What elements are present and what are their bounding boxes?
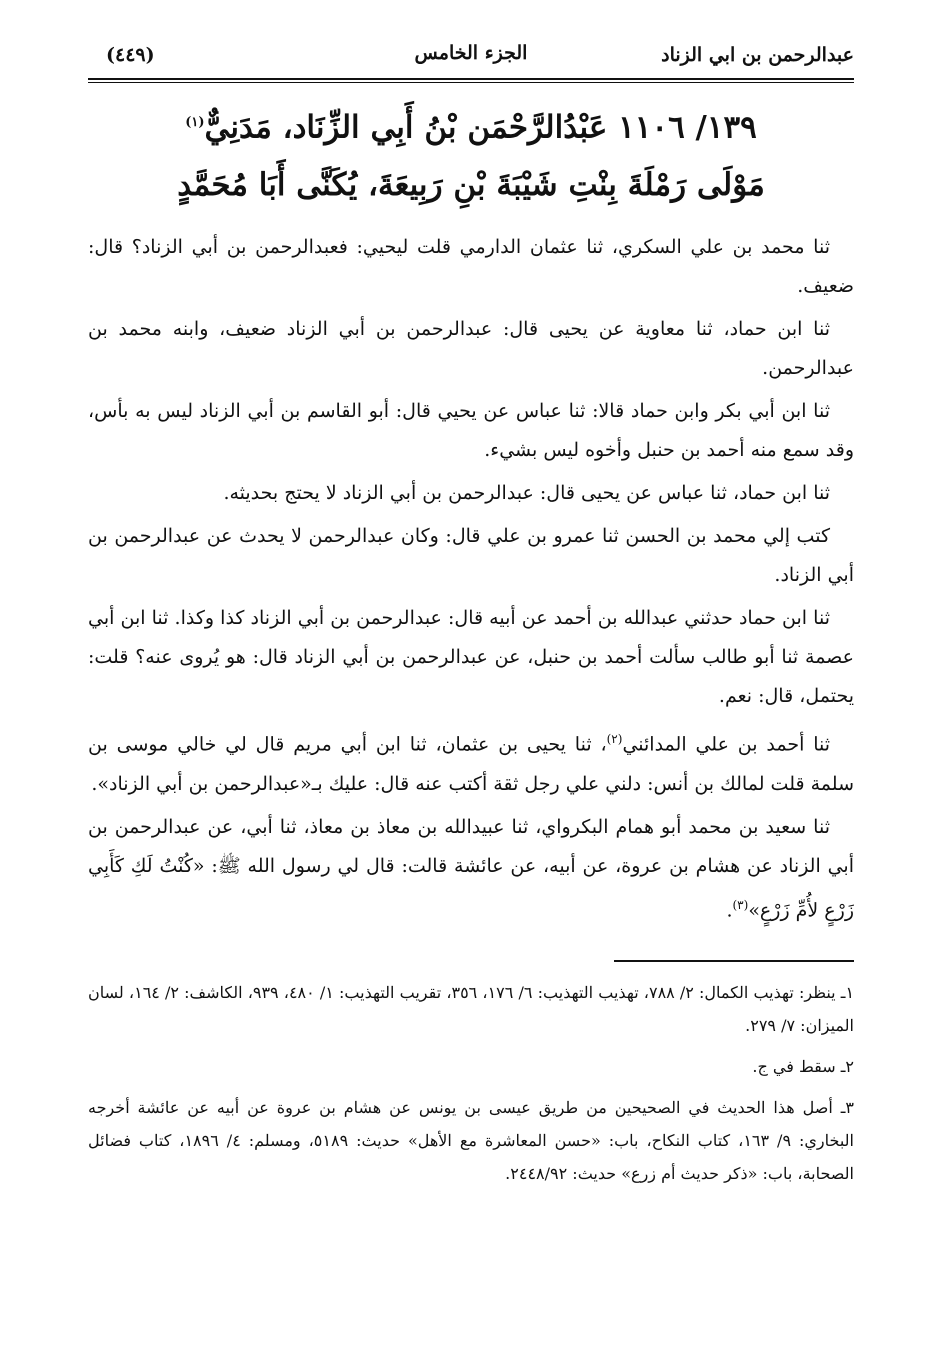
entry-body (88, 228, 854, 930)
paragraph (88, 720, 854, 803)
page-header (88, 38, 854, 82)
paragraph: كتب إلي محمد بن الحسن ثنا عمرو بن علي قال: وكان عبدالرحمن لا يحدث عن عبدالرحمن بن أبي الزناد. (88, 525, 854, 587)
footnote: ٢ـ سقط في ج. (752, 1056, 854, 1076)
running-title: عبدالرحمن بن ابي الزناد (661, 44, 854, 66)
footnotes (88, 976, 854, 1190)
entry-title (88, 94, 854, 214)
entry-title-line-1 (88, 94, 854, 156)
paragraph: ثنا ابن حماد، ثنا عباس عن يحيى قال: عبدالرحمن بن أبي الزناد لا يحتج بحديثه. (223, 482, 830, 505)
footnote-ref: (٢) (606, 732, 623, 747)
paragraph-text: ثنا أحمد بن علي المدائني (622, 733, 831, 756)
book-page (88, 38, 854, 1198)
footnote: ١ـ ينظر: تهذيب الكمال: ٢/ ٧٨٨، تهذيب التهذيب: ٦/ ١٧٦، ٣٥٦، تقريب التهذيب: ١/ ٤٨٠، ٩٣٩، الكاشف: ٢/ ١٦٤، لسان الميزان: ٧/ ٢٧٩. (88, 982, 855, 1035)
paragraph: ثنا محمد بن علي السكري، ثنا عثمان الدارمي قلت ليحيي: فعبدالرحمن بن أبي الزناد؟ قال: ضعيف. (88, 236, 854, 298)
paragraph: ثنا ابن حماد، ثنا معاوية عن يحيى قال: عبدالرحمن بن أبي الزناد ضعيف، وابنه محمد بن عبدالرحمن. (88, 318, 854, 380)
footnote-ref: (١) (185, 115, 205, 130)
page-number: (٤٤٩) (106, 44, 155, 66)
footnote-rule (614, 960, 854, 962)
entry-title-line-2: مَوْلَى رَمْلَةَ بِنْتِ شَيْبَةَ بْنِ رَبِيعَةَ، يُكَنَّى أَبَا مُحَمَّدٍ (177, 167, 765, 204)
volume-label: الجزء الخامس (414, 42, 528, 64)
header-rule (88, 78, 854, 83)
paragraph: ثنا ابن حماد حدثني عبدالله بن أحمد عن أبيه قال: عبدالرحمن بن أبي الزناد كذا وكذا. ثنا ابن أبي عصمة ثنا أبو طالب سألت أحمد بن حنبل، عن عبدالرحمن بن أبي الزناد قال: هو يُروى عنه؟ قلت: يحتمل، قال: نعم. (88, 607, 854, 708)
paragraph: ثنا ابن أبي بكر وابن حماد قالا: ثنا عباس عن يحيي قال: أبو القاسم بن أبي الزناد ليس به بأس، وقد سمع منه أحمد بن حنبل وأخوه ليس بشيء. (88, 400, 854, 462)
footnote-ref: (٣) (732, 897, 749, 912)
entry-title-text: ١٣٩/ ١١٠٦ عَبْدُالرَّحْمَن بْنُ أَبِي الزِّنَاد، مَدَنِيٌّ (204, 109, 757, 146)
paragraph-text: ثنا سعيد بن محمد أبو همام البكرواي، ثنا عبيدالله بن معاذ بن معاذ، ثنا أبي، عن عبدالرحمن بن أبي الزناد عن هشام بن عروة، عن أبيه، عن عائشة قالت: قال لي رسول الله ﷺ: «كُنْتُ لَكِ كَأَبِي زَرْعٍ لأُمِّ زَرْعٍ» (88, 815, 854, 921)
paragraph-text: ، ثنا يحيى بن عثمان، ثنا ابن أبي مريم قال لي خالي موسى بن سلمة قلت لمالك بن أنس: دلني علي رجل ثقة أكتب عنه قال: عليك بـ«عبدالرحمن بن أبي الزناد». (88, 733, 854, 795)
paragraph-text: . (726, 898, 733, 921)
footnote: ٣ـ أصل هذا الحديث في الصحيحين من طريق عيسى بن يونس عن هشام بن عروة عن أبيه عن عائشة أخرجه البخاري: ٩/ ١٦٣، كتاب النكاح، باب: «حسن المعاشرة مع الأهل» حديث: ٥١٨٩، ومسلم: ٤/ ١٨٩٦، كتاب فضائل الصحابة، باب: «ذكر حديث أم زرع» حديث: ٢٤٤٨/٩٢. (88, 1097, 855, 1183)
paragraph (88, 808, 854, 930)
